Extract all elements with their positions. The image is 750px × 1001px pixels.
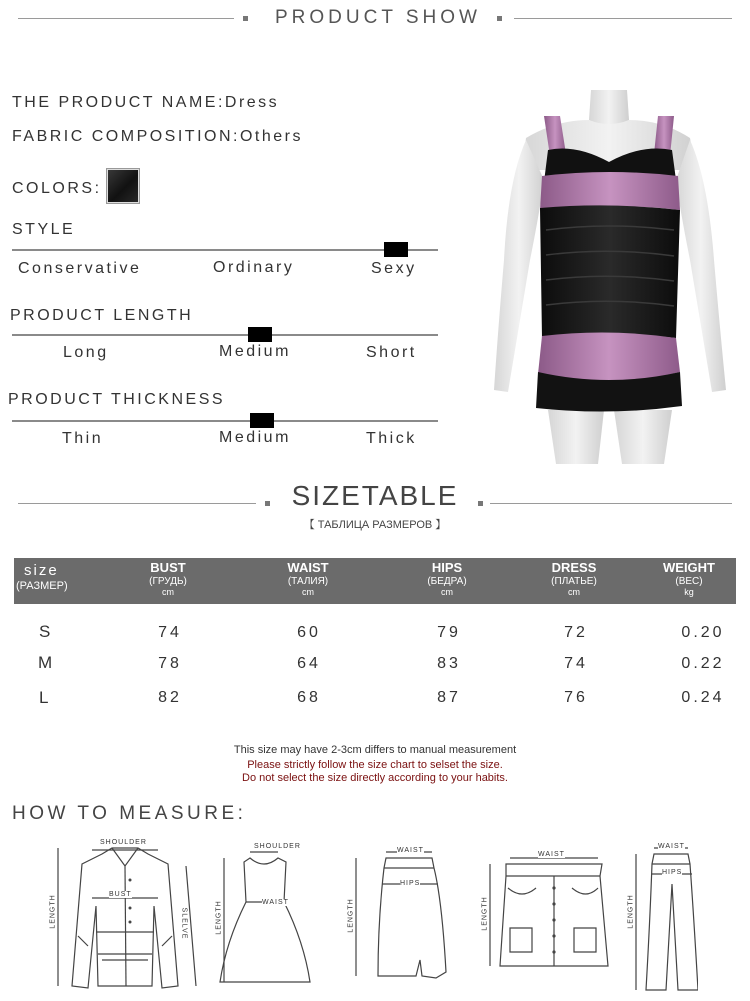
row-l-waist: 68 [297,689,321,706]
product-name-value: Dress [224,94,280,111]
row-m-weight: 0.22 [681,655,725,672]
col-bust-en: BUST [150,560,186,575]
length-scale-line [12,334,438,336]
jacket-label-shoulder: SHOULDER [100,839,147,846]
length-option-short: Short [366,344,417,361]
jacket-diagram [50,836,200,996]
length-option-medium: Medium [219,343,291,360]
skirt-label-hips: HIPS [400,880,421,887]
col-waist-unit: cm [302,587,314,597]
col-bust-ru: (ГРУДЬ) [149,576,187,587]
header-rule-right [514,18,732,19]
skirt-label-waist: WAIST [397,847,424,854]
col-dress-unit: cm [568,587,580,597]
colors-label: COLORS: [12,180,102,197]
style-scale-line [12,249,438,251]
col-size [12,558,78,592]
col-dress-en: DRESS [551,560,597,575]
header-dot-left [243,16,248,21]
thickness-scale-line [12,420,438,422]
product-photo [486,90,732,464]
col-hips-unit: cm [441,587,453,597]
row-m-hips: 83 [437,655,461,672]
row-s-dress: 72 [564,624,588,641]
skirt-label-length: LENGTH [347,898,355,933]
length-marker [248,327,272,342]
row-m-waist: 64 [297,655,321,672]
dress-diagram [214,842,314,992]
thickness-marker [250,413,274,428]
style-marker [384,242,408,257]
style-title: STYLE [12,221,76,238]
skirt-diagram [342,840,452,990]
fabric-value: Others [239,128,303,145]
thickness-title: PRODUCT THICKNESS [8,391,226,408]
row-l-dress: 76 [564,689,588,706]
pants-label-hips: HIPS [662,869,683,876]
thickness-option-medium: Medium [219,429,291,446]
size-table-header [14,558,736,604]
sizetable-dot-right [478,501,483,506]
col-waist-en: WAIST [287,560,329,575]
note-measurement: This size may have 2-3cm differs to manual measurement [233,744,517,756]
row-s-bust: 74 [158,624,182,641]
product-name-label: THE PRODUCT NAME: [12,94,225,111]
dress-sketch-icon [214,842,314,992]
header-dot-right [497,16,502,21]
sizetable-subtitle: 【 ТАБЛИЦА РАЗМЕРОВ 】 [303,519,447,531]
col-hips [387,558,507,597]
row-s-weight: 0.20 [681,624,725,641]
col-bust [108,558,228,597]
col-weight-en: WEIGHT [663,560,715,575]
sizetable-rule-right [490,503,732,504]
dress-label-shoulder: SHOULDER [254,843,301,850]
jacket-label-sleeve: SLELVE [180,907,188,940]
jacket-sketch-icon [50,836,200,996]
shorts-label-length: LENGTH [481,896,489,931]
note-warning-2: Do not select the size directly according to your habits. [242,772,508,784]
dress-mannequin-image [486,90,732,464]
col-bust-unit: cm [162,587,174,597]
col-size-ru: (РАЗМЕР) [16,580,68,592]
dress-label-length: LENGTH [215,900,223,935]
row-s-waist: 60 [297,624,321,641]
row-s-size: S [39,622,51,641]
length-title: PRODUCT LENGTH [10,307,194,324]
row-l-weight: 0.24 [681,689,725,706]
sizetable-title: SIZETABLE [291,480,459,511]
fabric-row [12,128,303,146]
col-weight [639,558,739,597]
header-rule-left [18,18,234,19]
pants-sketch-icon [628,840,698,996]
dress-label-waist: WAIST [262,899,289,906]
row-l-bust: 82 [158,689,182,706]
shorts-label-waist: WAIST [538,851,565,858]
skirt-sketch-icon [342,840,452,990]
row-l-size: L [39,688,49,707]
col-waist [248,558,368,597]
thickness-option-thin: Thin [62,430,104,447]
row-l-hips: 87 [437,689,461,706]
col-hips-en: HIPS [431,560,463,575]
note-warning-1: Please strictly follow the size chart to selset the size. [247,759,503,771]
col-dress-ru: (ПЛАТЬЕ) [551,576,597,587]
style-option-sexy: Sexy [371,260,417,277]
style-option-conservative: Conservative [18,260,142,277]
fabric-label: FABRIC COMPOSITION: [12,128,240,145]
jacket-label-length: LENGTH [49,894,57,929]
col-waist-ru: (ТАЛИЯ) [287,576,329,587]
col-dress [514,558,634,597]
pants-label-waist: WAIST [658,843,685,850]
page-title: PRODUCT SHOW [275,7,481,28]
jacket-label-bust: BUST [109,891,132,898]
row-s-hips: 79 [437,624,461,641]
style-option-ordinary: Ordinary [213,259,295,276]
length-option-long: Long [63,344,109,361]
shorts-sketch-icon [476,848,610,978]
col-weight-unit: kg [684,587,694,597]
pants-label-length: LENGTH [627,894,635,929]
pants-diagram [628,840,698,996]
row-m-dress: 74 [564,655,588,672]
product-name-row [12,94,279,112]
col-hips-ru: (БЕДРА) [427,576,467,587]
row-m-bust: 78 [158,655,182,672]
shorts-diagram [476,848,610,978]
col-weight-ru: (ВЕС) [675,576,703,587]
color-swatch-black[interactable] [106,168,140,204]
col-size-en: size [24,562,59,579]
how-to-measure-title: HOW TO MEASURE: [12,803,247,824]
thickness-option-thick: Thick [366,430,417,447]
row-m-size: M [38,653,53,672]
